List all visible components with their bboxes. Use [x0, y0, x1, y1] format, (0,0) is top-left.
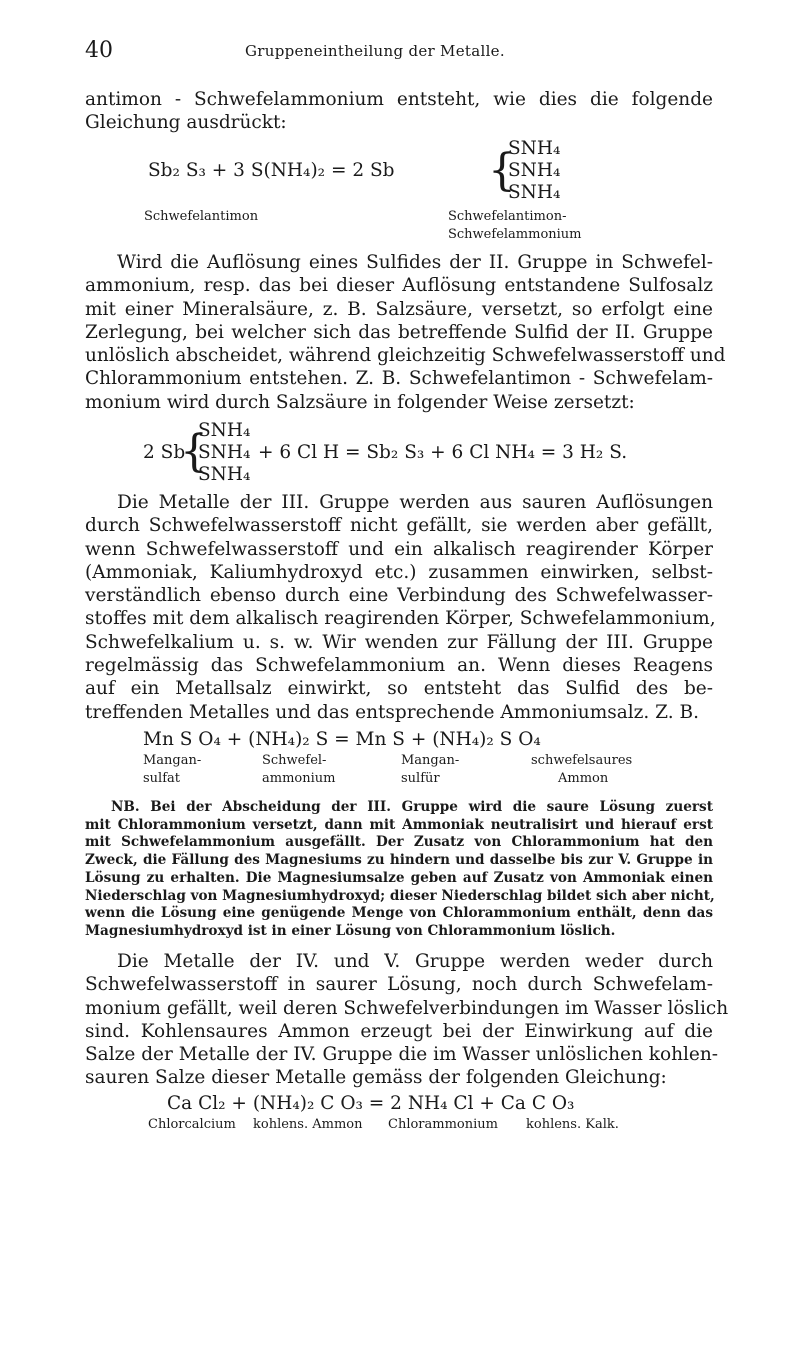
equation-4-formula: Ca Cl₂ + (NH₄)₂ C O₃ = 2 NH₄ Cl + Ca C O₃: [167, 1093, 575, 1114]
equation-3-label: sulfür: [401, 771, 440, 786]
text-line: Wird die Auflösung eines Sulfides der II. Gruppe in Schwefel-: [117, 252, 713, 273]
text-line: antimon - Schwefelammonium entsteht, wie dies die folgende: [85, 89, 713, 110]
page-number: 40: [85, 38, 113, 63]
text-line: Niederschlag von Magnesiumhydroxyd; dieser Niederschlag bildet sich aber nicht,: [85, 887, 715, 904]
text-line: Gleichung ausdrückt:: [85, 112, 287, 134]
text-line: mit Chlorammonium versetzt, dann mit Ammoniak neutralisirt und hierauf erst: [85, 816, 713, 833]
text-line: sind. Kohlensaures Ammon erzeugt bei der Einwirkung auf die: [85, 1020, 713, 1042]
equation-3-label: sulfat: [143, 771, 180, 786]
equation-1-row: SNH₄: [508, 182, 561, 203]
text-line: Salze der Metalle der IV. Gruppe die im Wasser unlöslichen kohlen-: [85, 1044, 719, 1066]
text-line: Lösung zu erhalten. Die Magnesiumsalze geben auf Zusatz von Ammoniak einen: [85, 869, 713, 886]
text-line: ammonium, resp. das bei dieser Auflösung entstandene Sulfosalz: [85, 275, 713, 297]
text-line: Die Metalle der IV. und V. Gruppe werden weder durch: [117, 951, 713, 972]
text-line: auf ein Metallsalz einwirkt, so entsteht das Sulfid des be-: [85, 678, 713, 700]
equation-4-label: Chlorcalcium: [148, 1117, 236, 1132]
paragraph-2: [85, 251, 726, 414]
text-line: wenn die Lösung eine genügende Menge von Chlorammonium enthält, denn das: [85, 905, 713, 922]
equation-2-row: SNH₄: [198, 442, 251, 463]
equation-1-row: SNH₄: [508, 138, 561, 159]
equation-2-lhs: 2 Sb: [143, 442, 186, 463]
text-line: verständlich ebenso durch eine Verbindung des Schwefelwasser-: [85, 585, 713, 607]
equation-1-label: Schwefelantimon: [144, 209, 259, 224]
equation-1-row: SNH₄: [508, 160, 561, 181]
text-line: unlöslich abscheidet, während gleichzeitig Schwefelwasserstoff und: [85, 345, 726, 367]
text-line: stoffes mit dem alkalisch reagirenden Körper, Schwefelammonium,: [85, 608, 716, 630]
text-line: Zerlegung, bei welcher sich das betreffende Sulfid der II. Gruppe: [85, 321, 713, 343]
text-line: (Ammoniak, Kaliumhydroxyd etc.) zusammen einwirken, selbst-: [85, 561, 713, 583]
text-line: treffenden Metalles und das entsprechende Ammoniumsalz. Z. B.: [85, 701, 699, 723]
text-line: durch Schwefelwasserstoff nicht gefällt, sie werden aber gefällt,: [85, 515, 713, 537]
text-line: regelmässig das Schwefelammonium an. Wenn dieses Reagens: [85, 655, 713, 677]
equation-3-label: Mangan-: [401, 753, 460, 768]
text-line: Die Metalle der III. Gruppe werden aus sauren Auflösungen: [117, 492, 713, 513]
equation-3-label: schwefelsaures: [531, 753, 633, 768]
equation-3-label: ammonium: [262, 771, 336, 786]
equation-4-label: kohlens. Kalk.: [526, 1117, 619, 1132]
text-line: monium gefällt, weil deren Schwefelverbindungen im Wasser löslich: [85, 997, 729, 1019]
text-line: Chlorammonium entstehen. Z. B. Schwefelantimon - Schwefelam-: [85, 368, 713, 390]
equation-1-label: Schwefelantimon-: [448, 209, 567, 224]
equation-4-label: kohlens. Ammon: [253, 1117, 363, 1132]
paragraph-3: [85, 491, 716, 724]
text-line: wenn Schwefelwasserstoff und ein alkalisch reagirender Körper: [85, 538, 713, 560]
running-header: [85, 38, 711, 68]
text-line: Schwefelwasserstoff in saurer Lösung, noch durch Schwefelam-: [85, 974, 713, 996]
equation-2-rhs: + 6 Cl H = Sb₂ S₃ + 6 Cl NH₄ = 3 H₂ S.: [258, 442, 628, 463]
text-line: mit Schwefelammonium ausgefällt. Der Zusatz von Chlorammonium hat den: [85, 834, 713, 851]
text-line: Zweck, die Fällung des Magnesiums zu hindern und dasselbe bis zur V. Gruppe in: [85, 852, 713, 869]
text-line: Schwefelkalium u. s. w. Wir wenden zur Fällung der III. Gruppe: [85, 631, 713, 653]
equation-3-label: Mangan-: [143, 753, 202, 768]
text-line: mit einer Mineralsäure, z. B. Salzsäure, versetzt, so erfolgt eine: [85, 298, 713, 320]
paragraph-intro: [85, 88, 713, 135]
equation-3-label: Schwefel-: [262, 753, 327, 768]
equation-1-label: Schwefelammonium: [448, 227, 582, 242]
running-title: Gruppeneintheilung der Metalle.: [245, 42, 505, 60]
equation-3-label: Ammon: [558, 771, 609, 786]
equation-1-lhs: Sb₂ S₃ + 3 S(NH₄)₂ = 2 Sb: [148, 160, 395, 181]
text-line: monium wird durch Salzsäure in folgender Weise zersetzt:: [85, 391, 635, 413]
equation-2-row: SNH₄: [198, 420, 251, 441]
equation-3-formula: Mn S O₄ + (NH₄)₂ S = Mn S + (NH₄)₂ S O₄: [143, 729, 541, 750]
text-line: NB. Bei der Abscheidung der III. Gruppe wird die saure Lösung zuerst: [111, 799, 713, 815]
brace-icon: {: [180, 426, 208, 477]
equation-4-label: Chlorammonium: [388, 1117, 498, 1132]
paragraph-4: [85, 950, 729, 1090]
footnote-nb: [85, 799, 713, 941]
brace-icon: {: [488, 145, 516, 196]
equation-2-row: SNH₄: [198, 464, 251, 485]
text-line: sauren Salze dieser Metalle gemäss der folgenden Gleichung:: [85, 1067, 667, 1089]
text-line: Magnesiumhydroxyd ist in einer Lösung von Chlorammonium löslich.: [85, 922, 616, 939]
